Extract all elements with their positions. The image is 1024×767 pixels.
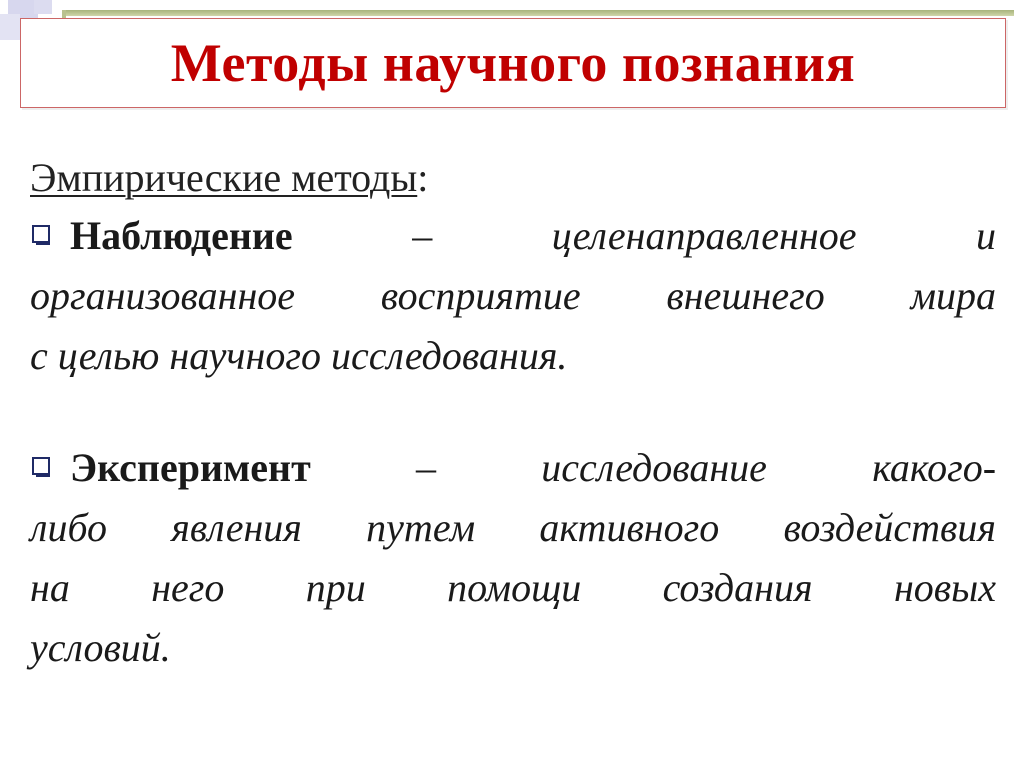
item-line: либо явления путем активного воздействия: [30, 505, 996, 550]
item-line: [30, 206, 996, 266]
item-line: организованное восприятие внешнего мира: [30, 273, 996, 318]
top-rule: [62, 10, 1014, 16]
term: Эксперимент: [70, 445, 311, 490]
list-item-observation: [30, 206, 996, 386]
slide-title: Методы научного познания: [170, 33, 856, 93]
dash: –: [412, 213, 433, 258]
definition-text: исследование какого-: [541, 445, 997, 490]
item-line: [30, 438, 996, 498]
list-item-experiment: [30, 438, 996, 678]
corner-square: [0, 14, 20, 40]
definition-text: целенаправленное и: [551, 213, 997, 258]
corner-square: [34, 0, 52, 14]
dash: –: [416, 445, 437, 490]
section-heading-colon: :: [417, 155, 429, 200]
checkbox-bullet-icon: [30, 225, 52, 245]
spacer: [30, 386, 996, 438]
checkbox-bullet-icon: [30, 457, 52, 477]
term: Наблюдение: [70, 213, 293, 258]
section-heading: Эмпирические методы: [30, 155, 418, 200]
item-line: с целью научного исследования.: [30, 333, 568, 378]
item-line: условий.: [30, 625, 171, 670]
item-line: на него при помощи создания новых: [30, 565, 996, 610]
section-heading-row: [30, 150, 996, 206]
title-box: [20, 18, 1006, 108]
content: [30, 150, 996, 678]
